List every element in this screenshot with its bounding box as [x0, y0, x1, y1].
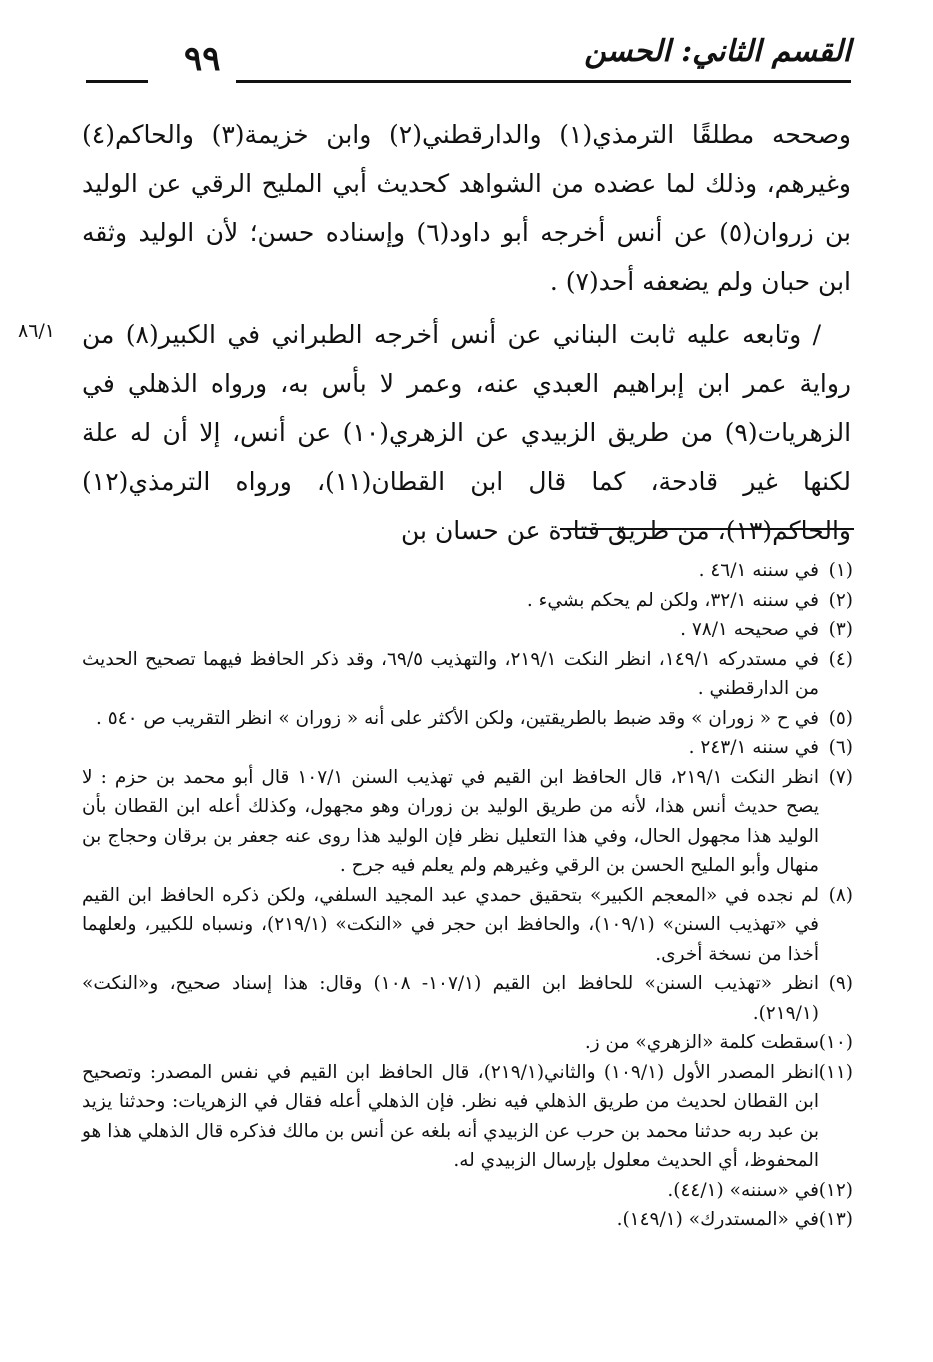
footnote-7 — [82, 763, 853, 881]
footnote-number: (١١) — [818, 1061, 853, 1083]
footnote-text: في ح « زوران » وقد ضبط بالطريقتين، ولكن الأكثر على أنه « زوران » انظر التقريب ص ٥٤٠ . — [95, 707, 819, 729]
footnote-13 — [82, 1205, 853, 1235]
footnote-text: في سننه ٢٤٣/١ . — [688, 737, 819, 758]
paragraph-1: وصححه مطلقًا الترمذي(١) والدارقطني(٢) وابن خزيمة(٣) والحاكم(٤) وغيرهم، وذلك لما عضده من الشواهد كحديث أبي المليح الرقي عن الوليد بن زروان(٥) عن أنس أخرجه أبو داود(٦) وإسناده حسن؛ لأن الوليد وثقه ابن حبان ولم يضعفه أحد(٧) . — [82, 120, 852, 296]
footnote-text: في «المستدرك» (١٤٩/١). — [616, 1209, 819, 1230]
header-rule-left — [86, 80, 148, 83]
footnote-1 — [82, 556, 853, 586]
footnotes — [82, 556, 853, 1235]
footnote-2 — [82, 586, 853, 616]
footnote-text: انظر «تهذيب السنن» للحافظ ابن القيم (١٠٧/١- ١٠٨) وقال: هذا إسناد صحيح، و«النكت» (٢١٩/١). — [82, 973, 819, 1024]
page-number: ٩٩ — [184, 39, 221, 79]
footnote-text: في صحيحه ٧٨/١ . — [680, 619, 819, 640]
footnote-11 — [82, 1058, 853, 1176]
footnote-9 — [82, 969, 853, 1028]
footnote-4 — [82, 645, 853, 704]
footnote-number: (٣) — [828, 619, 853, 640]
footnote-number: (٦) — [828, 737, 853, 758]
footnote-10 — [82, 1028, 853, 1058]
footnote-number: (٥) — [828, 707, 853, 729]
footnote-5 — [82, 704, 853, 734]
footnote-text: في سننه ٣٢/١، ولكن لم يحكم بشيء . — [526, 589, 819, 611]
footnote-text: في «سننه» (٤٤/١). — [667, 1179, 819, 1201]
footnote-number: (٨) — [828, 884, 853, 906]
footnote-number: (١٣) — [818, 1209, 853, 1230]
footnote-number: (١) — [828, 560, 853, 581]
footnote-text: سقطت كلمة «الزهري» من ز. — [584, 1032, 819, 1053]
footnote-number: (٩) — [828, 973, 853, 994]
section-title: القسم الثاني: الحسن — [584, 34, 851, 69]
footnote-3 — [82, 615, 853, 645]
main-text — [82, 110, 851, 555]
margin-reference: ٨٦/١ — [18, 320, 56, 342]
footnote-8 — [82, 881, 853, 970]
footnote-text: لم نجده في «المعجم الكبير» بتحقيق حمدي عبد المجيد السلفي، ولكن ذكره الحافظ ابن القيم في «تهذيب السنن» (١٠٩/١)، والحافظ ابن حجر في «النكت» (٢١٩/١)، ونسباه للكبير، ولعلهما أخذا من نسخة أخرى. — [82, 884, 819, 965]
footnote-number: (١٠) — [818, 1032, 853, 1053]
footnote-text: انظر النكت ٢١٩/١، قال الحافظ ابن القيم في تهذيب السنن ١٠٧/١ قال أبو محمد بن حزم : لا يصح حديث أنس هذا، لأنه من طريق الوليد بن زوران وهو مجهول، وكذلك أعله ابن القطان بأن الوليد هذا مجهول الحال، وفي هذا التعليل نظر فإن الوليد هذا روى عنه جعفر بن برقان وحجاج بن منهال وأبو المليح الحسن بن الرقي وغيرهم ولم يعلم فيه جرح . — [82, 766, 819, 876]
paragraph-2: / وتابعه عليه ثابت البناني عن أنس أخرجه الطبراني في الكبير(٨) من رواية عمر ابن إبراهيم العبدي عنه، وعمر لا بأس به، ورواه الذهلي في الزهريات(٩) من طريق الزبيدي عن الزهري(١٠) عن أنس، إلا أن له علة لكنها غير قادحة، كما قال ابن القطان(١١)، ورواه الترمذي(١٢) والحاكم(١٣)، من طريق قتادة عن حسان بن — [82, 320, 852, 545]
footnote-number: (٤) — [828, 648, 854, 670]
footnote-6 — [82, 733, 853, 763]
footnote-number: (٧) — [828, 766, 853, 788]
page-header — [86, 30, 851, 90]
footnote-text: في مستدركه ١٤٩/١، انظر النكت ٢١٩/١، والتهذيب ٦٩/٥، وقد ذكر الحافظ فيهما تصحيح الحديث من الدارقطني . — [82, 648, 820, 699]
footnote-text: في سننه ٤٦/١ . — [698, 560, 819, 581]
header-rule — [236, 80, 851, 83]
footnote-separator — [560, 528, 854, 530]
footnote-number: (٢) — [828, 589, 853, 611]
footnote-text: انظر المصدر الأول (١٠٩/١) والثاني(٢١٩/١)، قال الحافظ ابن القيم في نفس المصدر: وتصحيح ابن القطان لحديث من طريق الذهلي فيه نظر. فإن الذهلي أعله فقال في الزهريات: وحدثنا يزيد بن عبد ربه حدثنا محمد بن حرب عن الزبيدي أنه بلغه عن أنس بن مالك فذكره قال الذهلي هذا هو المحفوظ، أي الحديث معلول بإرسال الزبيدي له. — [82, 1061, 819, 1171]
footnote-number: (١٢) — [818, 1179, 853, 1201]
footnote-12 — [82, 1176, 853, 1206]
